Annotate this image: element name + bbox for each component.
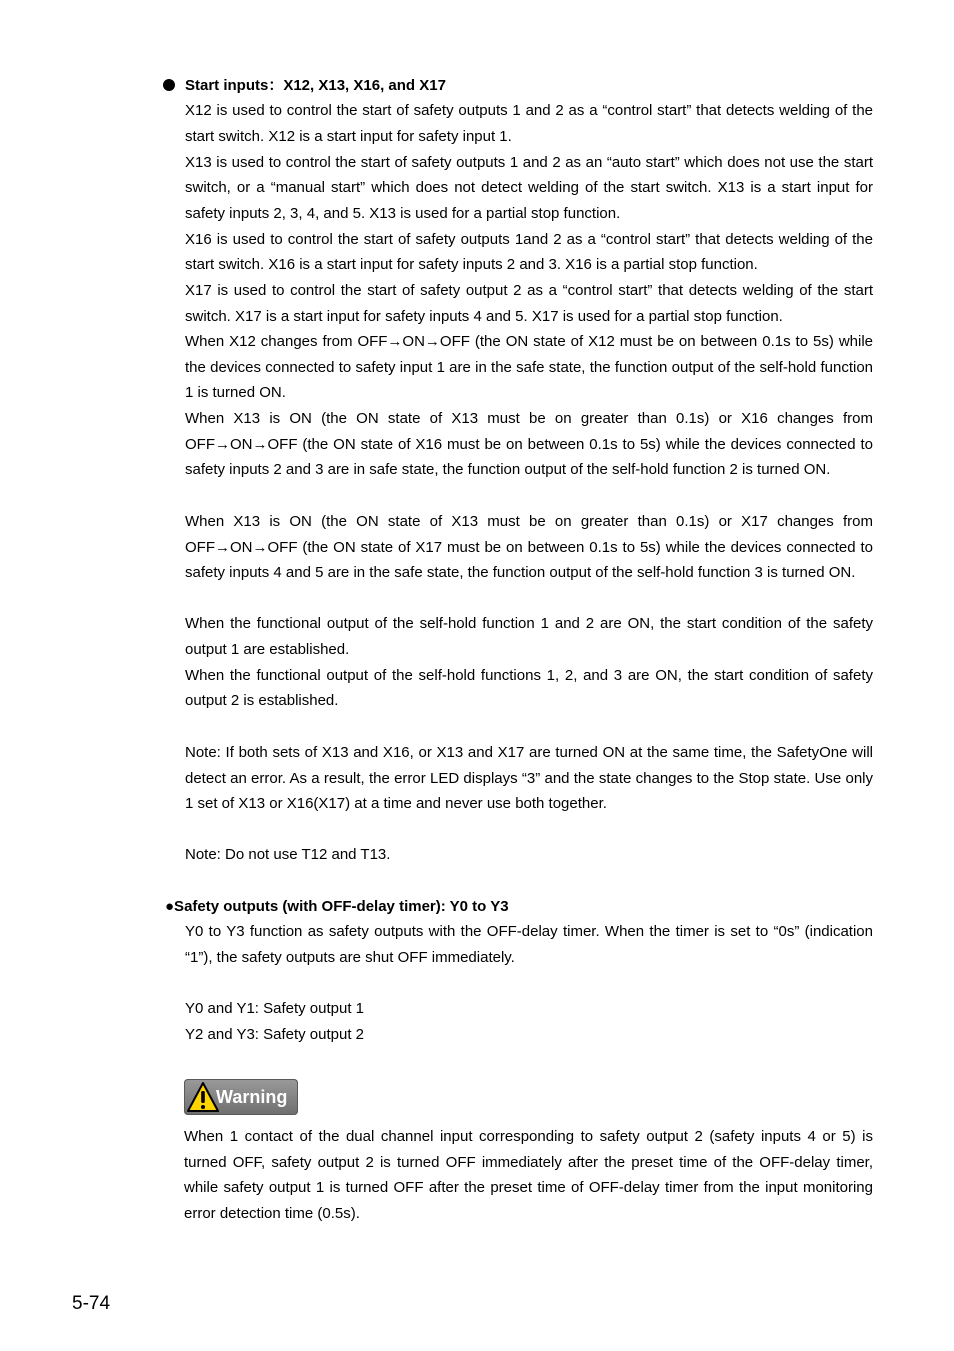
page-number: 5-74 bbox=[72, 1293, 111, 1314]
x16-paragraph: X16 is used to control the start of safety outputs 1and 2 as a “control start” that detects welding of the start switch. X16 is a start input for safety inputs 2 and 3. X16 is a partial stop function. bbox=[185, 230, 873, 274]
warning-text: When 1 contact of the dual channel input corresponding to safety output 2 (safety inputs 4 or 5) is turned OFF, safety output 2 is turned OFF immediately after the preset time of the OFF-delay timer, while safety output 1 is turned OFF after the preset time of OFF-delay timer from the input monitoring error detection time (0.5s). bbox=[184, 1128, 873, 1223]
safety-output-1-condition-paragraph: When the functional output of the self-hold function 1 and 2 are ON, the start condition of the safety output 1 are established. bbox=[185, 615, 873, 658]
safety-output-2-condition-paragraph: When the functional output of the self-hold functions 1, 2, and 3 are ON, the start condition of safety output 2 is established. bbox=[185, 666, 873, 710]
safety-outputs-paragraph: Y0 to Y3 function as safety outputs with the OFF-delay timer. When the timer is set to “0s” (indication “1”), the safety outputs are shut OFF immediately. bbox=[185, 923, 873, 966]
start-inputs-heading-text: Start inputs：X12, X13, X16, and X17 bbox=[185, 77, 446, 94]
note-t12-t13: Note: Do not use T12 and T13. bbox=[185, 846, 391, 863]
x17-paragraph: X17 is used to control the start of safety output 2 as a “control start” that detects welding of the start switch. X17 is a start input for safety inputs 4 and 5. X17 is used for a partial stop function. bbox=[185, 282, 873, 325]
self-hold-3-paragraph: When X13 is ON (the ON state of X13 must be on greater than 0.1s) or X17 changes from OFF→ON→OFF (the ON state of X17 must be on between 0.1s to 5s) while the devices connected to safety inputs 4 and 5 are in the safe state, the function output of the self-hold function 3 is turned ON. bbox=[185, 513, 873, 582]
warning-triangle-icon bbox=[187, 1081, 219, 1113]
warning-badge bbox=[184, 1079, 298, 1115]
safety-output-2-line: Y2 and Y3: Safety output 2 bbox=[185, 1026, 365, 1043]
x13-paragraph: X13 is used to control the start of safety outputs 1 and 2 as an “auto start” which does not use the start switch, or a “manual start” which does not detect welding of the start switch. X13 is a start input for safety inputs 2, 3, 4, and 5. X13 is used for a partial stop function. bbox=[185, 153, 873, 222]
x12-paragraph: X12 is used to control the start of safety outputs 1 and 2 as a “control start” that detects welding of the start switch. X12 is a start input for safety input 1. bbox=[185, 102, 873, 145]
note-error-paragraph: Note: If both sets of X13 and X16, or X13 and X17 are turned ON at the same time, the SafetyOne will detect an error. As a result, the error LED displays “3” and the state changes to the Stop state. Use only 1 set of X13 or X16(X17) at a time and never use both together. bbox=[185, 744, 873, 813]
start-inputs-heading bbox=[163, 76, 446, 96]
safety-output-1-line: Y0 and Y1: Safety output 1 bbox=[185, 1000, 365, 1017]
self-hold-2-paragraph: When X13 is ON (the ON state of X13 must be on greater than 0.1s) or X16 changes from OFF→ON→OFF (the ON state of X16 must be on between 0.1s to 5s) while the devices connected to safety inputs 2 and 3 are in safe state, the function output of the self-hold function 2 is turned ON. bbox=[185, 410, 873, 479]
safety-outputs-heading: ●Safety outputs (with OFF-delay timer): Y0 to Y3 bbox=[165, 898, 509, 915]
warning-label: Warning bbox=[216, 1087, 288, 1107]
self-hold-1-paragraph: When X12 changes from OFF→ON→OFF (the ON state of X12 must be on between 0.1s to 5s) while the devices connected to safety input 1 are in the safe state, the function output of the self-hold function 1 is turned ON. bbox=[185, 333, 873, 402]
bullet-icon bbox=[163, 79, 175, 91]
